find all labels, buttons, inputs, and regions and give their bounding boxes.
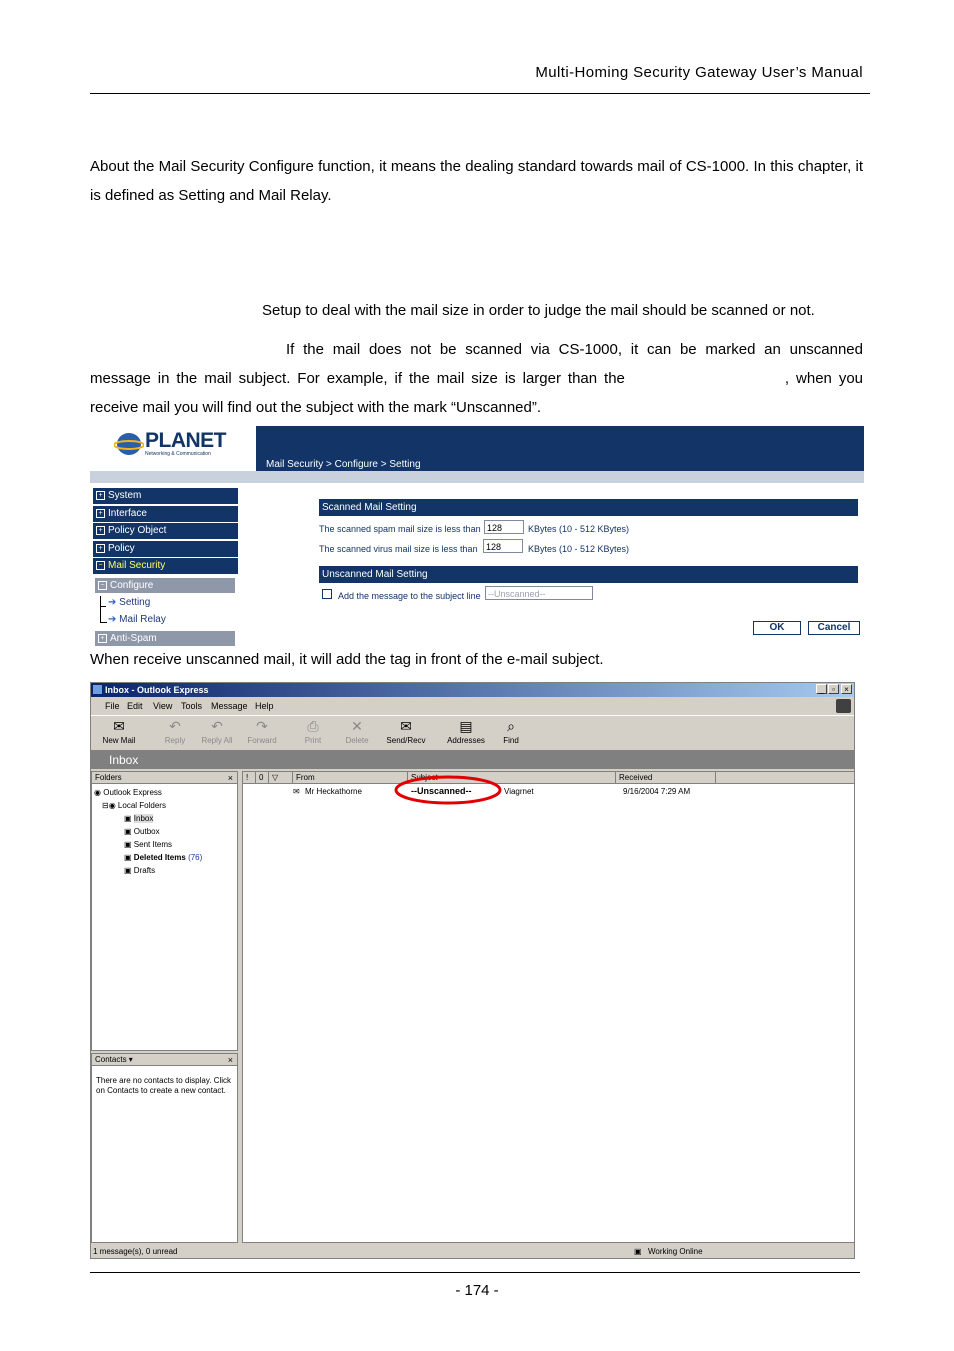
drafts-icon: ▣ <box>124 866 132 875</box>
folders-header: Folders <box>92 772 237 784</box>
from-column[interactable]: From <box>293 772 408 784</box>
breadcrumb: Mail Security > Configure > Setting <box>266 459 421 470</box>
addresses-button[interactable]: ▤ Addresses <box>447 718 485 745</box>
addresses-icon: ▤ <box>459 718 473 734</box>
local-folders-icon: ⊟◉ <box>102 801 116 810</box>
arrow-icon: ➔ <box>108 614 117 625</box>
contacts-empty-text: There are no contacts to display. Click on Contacts to create a new contact. <box>96 1076 232 1095</box>
unscanned-text-b: , when you receive mail you will find out the subject with the mark “Unscanned”. <box>90 370 864 416</box>
virus-size-input[interactable]: 128 <box>483 539 523 553</box>
spam-size-unit: KBytes (10 - 512 KBytes) <box>528 524 630 534</box>
forward-button[interactable]: ↷ Forward <box>242 718 282 745</box>
figure-caption: When receive unscanned mail, it will add the tag in front of the e-mail subject. <box>90 651 604 668</box>
close-pane-icon[interactable]: × <box>227 773 233 783</box>
folder-outbox[interactable]: ▣ Outbox <box>124 827 160 836</box>
page-number: - 174 - <box>455 1282 499 1299</box>
planet-globe-icon <box>114 430 144 458</box>
close-contacts-icon[interactable]: × <box>227 1055 233 1065</box>
envelope-icon: ✉ <box>293 787 300 796</box>
folders-pane <box>91 771 238 1051</box>
ok-button[interactable]: OK <box>753 621 801 635</box>
maximize-button[interactable]: ▫ <box>828 684 839 694</box>
scanned-mail-setting-header: Scanned Mail Setting <box>319 499 858 516</box>
logo-text: PLANET <box>145 429 226 452</box>
outlook-express-icon: ◉ <box>94 788 101 797</box>
logo-subtitle: Networking & Communication <box>145 451 211 457</box>
new-mail-icon: ✉ <box>113 718 125 734</box>
virus-size-label: The scanned virus mail size is less than <box>319 544 478 554</box>
menu-edit[interactable]: Edit <box>127 701 143 711</box>
find-button[interactable]: ⌕ Find <box>491 718 531 745</box>
footer-rule <box>90 1272 860 1273</box>
folder-drafts[interactable]: ▣ Drafts <box>124 866 156 875</box>
unscanned-tag-input[interactable]: --Unscanned-- <box>485 586 593 600</box>
message-list <box>242 771 855 1243</box>
message-received: 9/16/2004 7:29 AM <box>623 787 691 796</box>
outlook-window <box>90 682 855 1259</box>
reply-all-button[interactable]: ↶ Reply All <box>197 718 237 745</box>
arrow-icon: ➔ <box>108 597 117 608</box>
toolbar <box>91 715 854 751</box>
print-icon: ⎙ <box>307 718 319 734</box>
status-online: Working Online <box>648 1247 703 1256</box>
minimize-button[interactable]: _ <box>816 684 827 694</box>
sublink-setting[interactable]: ➔ Setting <box>108 597 151 608</box>
message-subject-tag: --Unscanned-- <box>411 786 472 796</box>
flag-column[interactable]: ▽ <box>269 772 293 784</box>
reply-icon: ↶ <box>169 718 181 734</box>
nav-interface[interactable]: + Interface <box>93 506 238 522</box>
menu-tools[interactable]: Tools <box>181 701 203 711</box>
unscanned-text-a: If the mail does not be scanned via CS-1000, it can be marked an unscanned message in the mail subject. For example, if the mail size is larger than the <box>90 341 863 387</box>
outbox-icon: ▣ <box>124 827 132 836</box>
windows-logo-icon <box>836 699 851 713</box>
message-subject: Viagrnet <box>504 787 534 796</box>
nav-mail-security[interactable]: − Mail Security <box>93 558 238 574</box>
header-rule <box>90 93 870 94</box>
deleted-items-icon: ▣ <box>124 853 132 862</box>
admin-screenshot <box>90 424 864 650</box>
menu-file[interactable]: File <box>105 701 120 711</box>
intro-paragraph: About the Mail Security Configure function, it means the dealing standard towards mail of CS-1000. In this chapter, it is defined as Setting and Mail Relay. <box>90 158 863 204</box>
menu-help[interactable]: Help <box>255 701 274 711</box>
inbox-bar <box>91 751 854 769</box>
virus-size-unit: KBytes (10 - 512 KBytes) <box>528 544 630 554</box>
subject-column[interactable]: Subject <box>408 772 616 784</box>
new-mail-button[interactable]: ✉ New Mail <box>99 718 139 745</box>
unscanned-mail-setting-header: Unscanned Mail Setting <box>319 566 858 583</box>
status-bar <box>91 1245 854 1258</box>
unscanned-description <box>90 335 863 422</box>
attachment-column[interactable]: 0 <box>256 772 269 784</box>
inbox-icon: ▣ <box>124 814 132 823</box>
close-button[interactable]: × <box>841 684 852 694</box>
reply-all-icon: ↶ <box>211 718 223 734</box>
empty-column <box>716 772 855 784</box>
message-from: Mr Heckathorne <box>305 787 362 796</box>
subnav-anti-spam[interactable]: + Anti-Spam <box>95 631 235 646</box>
delete-icon: ✕ <box>351 718 363 734</box>
print-button[interactable]: ⎙ Print <box>293 718 333 745</box>
highlight-ellipse <box>393 774 503 806</box>
folder-deleted-items[interactable]: ▣ Deleted Items (76) <box>124 853 203 862</box>
status-message-count: 1 message(s), 0 unread <box>93 1247 178 1256</box>
send-recv-button[interactable]: ✉ Send/Recv <box>386 718 426 745</box>
outlook-titlebar: Inbox - Outlook Express <box>91 683 854 697</box>
menu-bar <box>91 697 854 715</box>
running-header: Multi-Homing Security Gateway User’s Manual <box>535 64 863 81</box>
menu-message[interactable]: Message <box>211 701 248 711</box>
banner-strip <box>90 471 864 483</box>
tree-connector <box>100 596 106 607</box>
app-icon <box>93 685 102 694</box>
forward-icon: ↷ <box>256 718 268 734</box>
sent-items-icon: ▣ <box>124 840 132 849</box>
contacts-header[interactable]: Contacts ▾ <box>92 1054 237 1066</box>
sublink-mail-relay[interactable]: ➔ Mail Relay <box>108 614 166 625</box>
priority-column[interactable]: ! <box>243 772 256 784</box>
menu-view[interactable]: View <box>153 701 173 711</box>
subnav-configure[interactable]: − Configure <box>95 578 235 593</box>
reply-button[interactable]: ↶ Reply <box>155 718 195 745</box>
add-message-checkbox[interactable] <box>322 589 332 599</box>
network-icon: ▣ <box>634 1247 642 1256</box>
folder-inbox[interactable]: ▣ Inbox <box>124 814 154 823</box>
received-column[interactable]: Received <box>616 772 716 784</box>
folder-sent-items[interactable]: ▣ Sent Items <box>124 840 173 849</box>
delete-button[interactable]: ✕ Delete <box>337 718 377 745</box>
planet-logo <box>90 424 256 474</box>
nav-policy[interactable]: + Policy <box>93 541 238 557</box>
cancel-button[interactable]: Cancel <box>808 621 860 635</box>
spam-size-input[interactable]: 128 <box>484 520 524 534</box>
contacts-pane <box>91 1053 238 1243</box>
nav-system[interactable]: + System <box>93 488 238 504</box>
find-icon: ⌕ <box>507 718 515 734</box>
table-row[interactable] <box>293 786 718 797</box>
send-recv-icon: ✉ <box>400 718 412 734</box>
add-message-label: Add the message to the subject line <box>338 591 481 601</box>
folder-local-folders[interactable]: ⊟◉ Local Folders <box>102 801 166 810</box>
nav-policy-object[interactable]: + Policy Object <box>93 523 238 539</box>
folder-outlook-express[interactable]: ◉ Outlook Express <box>94 788 162 797</box>
inbox-title: Inbox <box>109 753 139 767</box>
spam-size-label: The scanned spam mail size is less than <box>319 524 481 534</box>
setting-description: Setup to deal with the mail size in order to judge the mail should be scanned or not. <box>262 302 815 319</box>
